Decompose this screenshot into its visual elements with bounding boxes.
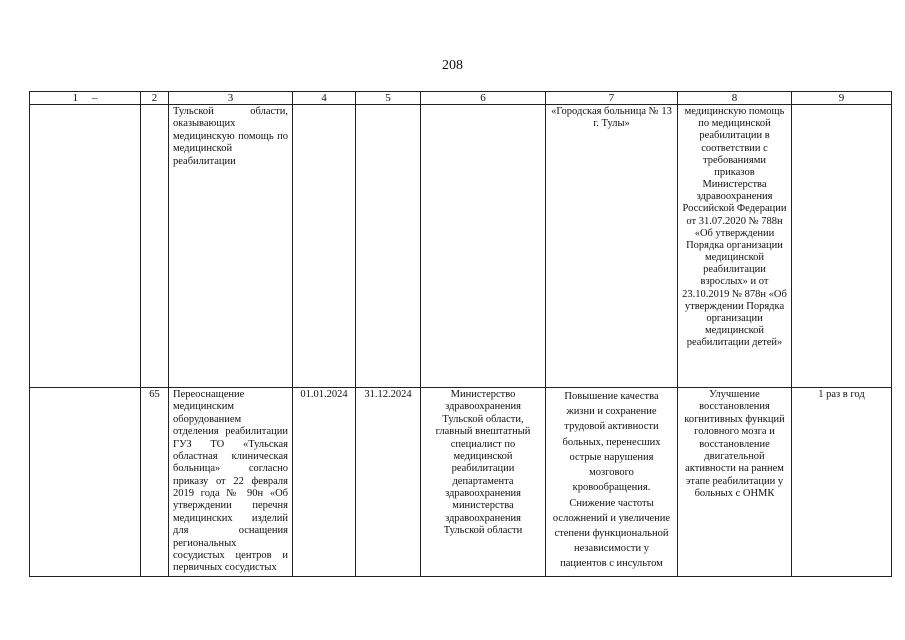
cell-name: Тульской области, оказывающих медицинскую помощь по медицинской реабилитации xyxy=(169,105,293,388)
header-row xyxy=(30,92,892,105)
cell xyxy=(421,105,546,388)
measures-table xyxy=(29,91,892,577)
header-col-4: 4 xyxy=(293,92,356,105)
cell-result: «Городская больница № 13 г. Тулы» xyxy=(546,105,678,388)
cell xyxy=(141,105,169,388)
header-col-3: 3 xyxy=(169,92,293,105)
page-number: 208 xyxy=(442,58,463,73)
cell xyxy=(30,388,141,577)
cell-start-date: 01.01.2024 xyxy=(293,388,356,577)
cell xyxy=(792,105,892,388)
cell-indicator: медицинскую помощь по медицинской реабилитации в соответствии с требованиями приказов Министерства здравоохранения Российской Федерации от 31.07.2020 № 788н «Об утверждении Порядка организации медицинской реабилитации взрослых» и от 23.10.2019 № 878н «Об утверждении Порядка организации медицинской реабилитации детей» xyxy=(678,105,792,388)
cell xyxy=(293,105,356,388)
header-col-1: 1 – xyxy=(30,92,141,105)
cell xyxy=(30,105,141,388)
cell-result: Повышение качества жизни и сохранение трудовой активности больных, перенесших острые нарушения мозгового кровообращения. Снижение частоты осложнений и увеличение степени функциональной независимости у пациентов с инсультом xyxy=(546,388,678,577)
header-col-6: 6 xyxy=(421,92,546,105)
cell-number: 65 xyxy=(141,388,169,577)
header-col-2: 2 xyxy=(141,92,169,105)
header-col-9: 9 xyxy=(792,92,892,105)
table-row xyxy=(30,105,892,388)
cell-responsible: Министерство здравоохранения Тульской области, главный внештатный специалист по медицинской реабилитации департамента здравоохранения министерства здравоохранения Тульской области xyxy=(421,388,546,577)
cell-frequency: 1 раз в год xyxy=(792,388,892,577)
header-col-5: 5 xyxy=(356,92,421,105)
header-mark: – xyxy=(91,92,98,104)
cell-name: Переоснащение медицинским оборудованием отделения реабилитации ГУЗ ТО «Тульская областная клиническая больница» согласно приказу от 22 февраля 2019 года № 90н «Об утверждении перечня медицинских изделий для оснащения региональных сосудистых центров и первичных сосудистых xyxy=(169,388,293,577)
cell-end-date: 31.12.2024 xyxy=(356,388,421,577)
cell-indicator: Улучшение восстановления когнитивных функций головного мозга и восстановление двигательной активности на раннем этапе реабилитации у больных с ОНМК xyxy=(678,388,792,577)
header-col-7: 7 xyxy=(546,92,678,105)
table-row xyxy=(30,388,892,577)
header-col-8: 8 xyxy=(678,92,792,105)
cell xyxy=(356,105,421,388)
